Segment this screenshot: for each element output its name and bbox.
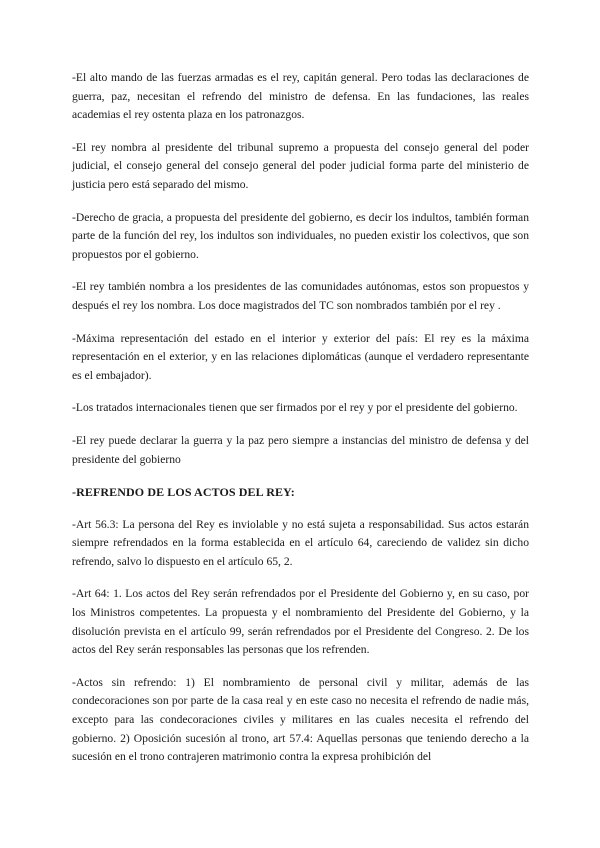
paragraph-actos-sin-refrendo: -Actos sin refrendo: 1) El nombramiento de personal civil y militar, además de las condecoraciones son por parte de la casa real y en este caso no necesita el refrendo de nadie más, excepto para las condecoraciones civiles y militares en las cuales necesita el refrendo del gobierno. 2) Oposición sucesión al trono, art 57.4: Aquellas personas que teniendo derecho a la sucesión en el trono contrajeren matrimonio contra la expresa prohibición del bbox=[72, 675, 529, 764]
document-page bbox=[72, 69, 529, 781]
paragraph-maxima-representacion: -Máxima representación del estado en el interior y exterior del país: El rey es la máxima representación en el exterior, y en las relaciones diplomáticas (aunque el verdadero representante es el embajador). bbox=[72, 331, 529, 382]
paragraph-tribunal-supremo: -El rey nombra al presidente del tribunal supremo a propuesta del consejo general del poder judicial, el consejo general del consejo general del poder judicial forma parte del ministerio de justicia pero está separado del mismo. bbox=[72, 140, 529, 191]
paragraph-art-56-3: -Art 56.3: La persona del Rey es inviolable y no está sujeta a responsabilidad. Sus actos estarán siempre refrendados en la forma establecida en el artículo 64, careciendo de validez sin dicho refrendo, salvo lo dispuesto en el artículo 65, 2. bbox=[72, 517, 529, 568]
section-heading: -REFRENDO DE LOS ACTOS DEL REY: bbox=[72, 485, 295, 500]
paragraph-tratados-internacionales: -Los tratados internacionales tienen que ser firmados por el rey y por el presidente del gobierno. bbox=[72, 401, 518, 415]
paragraph-guerra-paz: -El rey puede declarar la guerra y la paz pero siempre a instancias del ministro de defensa y del presidente del gobierno bbox=[72, 433, 529, 466]
paragraph-comunidades-autonomas: -El rey también nombra a los presidentes de las comunidades autónomas, estos son propuestos y después el rey los nombra. Los doce magistrados del TC son nombrados también por el rey . bbox=[72, 280, 529, 312]
paragraph-art-64: -Art 64: 1. Los actos del Rey serán refrendados por el Presidente del Gobierno y, en su caso, por los Ministros competentes. La propuesta y el nombramiento del Presidente del Gobierno, y la disolución prevista en el artículo 99, serán refrendados por el Presidente del Congreso. 2. De los actos del Rey serán responsables las personas que los refrenden. bbox=[72, 587, 529, 657]
paragraph-derecho-gracia: -Derecho de gracia, a propuesta del presidente del gobierno, es decir los indultos, también forman parte de la función del rey, los indultos son individuales, no pueden existir los colectivos, que son propuestos por el gobierno. bbox=[72, 210, 529, 261]
paragraph-alto-mando: -El alto mando de las fuerzas armadas es el rey, capitán general. Pero todas las declaraciones de guerra, paz, necesitan el refrendo del ministro de defensa. En las fundaciones, las reales academias el rey ostenta plaza en los patronazgos. bbox=[72, 71, 529, 122]
